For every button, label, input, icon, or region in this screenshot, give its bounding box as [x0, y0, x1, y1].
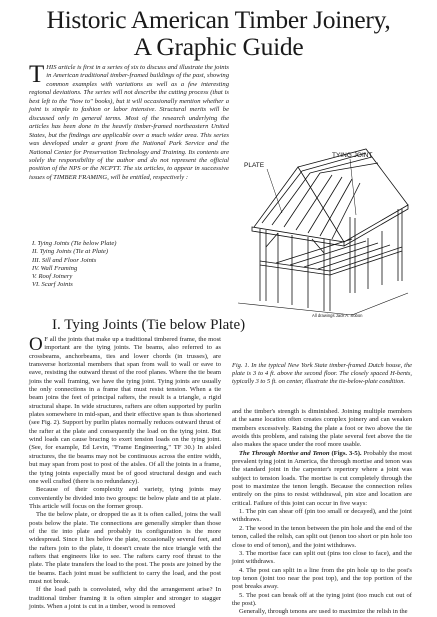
body-paragraph: The tie below plate, or dropped tie as it is often called, joins the wall posts below the plate. Tie connections are generally simpler than those of the tie into plate and probably its configuration is the more widespread. Since it lies below the plate, occasionally several feet, and the rafters join to the plate, it doesn't create the nice triangle with the rafters that engineers like to see. The rafters carry roof thrust to the plate. The plate transfers the load to the post. The posts are joined by the tie beams. Each joint must be sufficient to carry the load, and the post must not break. — [29, 511, 221, 585]
article-title-line2: A Graphic Guide — [133, 32, 304, 61]
body-paragraph: and the timber's strength is diminished. Joining multiple members at the same location often creates complex joinery and can weaken members excessively. Raising the plate a foot or two above the tie avoids this problem, and raising the plate several feet above the tie also makes the space under the roof more usable. — [232, 408, 412, 449]
section-dropcap: O — [29, 333, 43, 355]
left-text-column — [29, 333, 221, 611]
part-item-6: VI. Scarf Joints — [32, 281, 73, 289]
right-text-column — [232, 408, 412, 617]
paragraph-text: Probably the most prevalent tying joint in America, the through mortise and tenon was the standard joint in the carpenter's repertory where a joint was subject to tension loads. The mortise is cut completely through the post to maximize the tenon length. Because the connection relies entirely on the pins to resist withdrawal, pin size and location are critical. Failure of this joint can occur in five ways: — [232, 449, 412, 507]
part-item-5: V. Roof Joinery — [32, 273, 73, 281]
subsection-paragraph — [232, 450, 412, 508]
tying-joint-label: TYING JOINT — [332, 152, 373, 159]
part-item-2: II. Tying Joints (Tie at Plate) — [32, 248, 109, 256]
subsection-title: The Through Mortise and Tenon — [239, 449, 330, 457]
list-item: 4. The post can split in a line from the pin hole up to the post's top tenon (joint too near the post top), and the top portion of the post breaks away. — [232, 566, 412, 591]
body-paragraph: If the load path is convoluted, why did the arrangement arise? In traditional timber framing it is often simpler and stronger to stagger joints. When a joint is cut in a timber, wood is removed — [29, 586, 221, 610]
intro-paragraph — [29, 61, 229, 182]
figure-caption: Fig. 1. In the typical New York State timber-framed Dutch house, the plate is 3 to 4 ft. above the second floor. The closely spaced H-bents, typically 3 to 5 ft. on center, illustrate the tie-below-plate condition. — [232, 362, 412, 386]
body-paragraph — [29, 333, 221, 486]
body-paragraph: Because of their complexity and variety, tying joints may conveniently be divided into two groups: tie below plate and tie at plate. This article will focus on the former group. — [29, 486, 221, 510]
series-parts-list — [32, 240, 117, 290]
body-paragraph: Generally, through tenons are used to maximize the relish in the — [239, 608, 408, 616]
plate-label: PLATE — [244, 162, 265, 169]
list-item: 5. The post can break off at the tying joint (too much cut out of the post). — [232, 591, 412, 607]
part-item-3: III. Sill and Floor Joints — [32, 256, 97, 264]
paragraph-text: F all the joints that make up a traditional timbered frame, the most important are the tying joints. Tie beams, also referred to as crossbeams, anchorbeams, ties and lower chords (in trusses), are transverse horizontal members that span from wall to wall or eave to eave, resisting the outward thrust of the roof planes. Where the tie beam joins the wall framing, we have the tying joint. Tying joints are usually the only connections in a frame that must resist tension. When a tie beam joins the feet of principal rafters, the result is a triangle, a rigid structural shape. In wide structures, rafters are often supported by purlin plates somewhere in mid-span, and their effective span is thus shortened (see Fig. 2). Support by purlin plates normally reduces outward thrust of the rafter at the plate and consequently the load on the tying joint. But wind loads can cause bracing to exert tension loads on the tying joint. (See, for example, Ed Levin, "Frame Engineering," TF 30.) In aisled structures, the tie beams may not be continuous across the entire width, but may span from post to post of the aisles. Of all the joints in a frame, the tying joints especially must be of good structural design and each one well crafted (there is no redundancy). — [29, 336, 221, 485]
timber-frame-drawing — [232, 143, 412, 328]
article-title-line1: Historic American Timber Joinery, — [46, 5, 391, 34]
part-item-1: I. Tying Joints (Tie below Plate) — [32, 240, 117, 247]
part-item-4: IV. Wall Framing — [32, 264, 78, 272]
intro-dropcap: T — [29, 61, 45, 88]
intro-text: HIS article is first in a series of six to discuss and illustrate the joints in American traditional timber-framed buildings of the past, showing common examples with variations as well as a few interesting regional deviations. The series will not describe the cutting process (that is best left to the "how to" books), but it will occasionally mention whether a joint is simple to fashion or labor intensive. Structural merits will be discussed only in general terms. Most of the research underlying the articles has been done in the heavily timber-framed northeastern United States, but the findings are applicable over a much wider area. This series was developed under a grant from the National Park Service and the National Center for Preservation Technology and Training. Its contents are solely the responsibility of the author and do not represent the official position of the NPS or the NCPTT. The six articles, to appear in successive issues of TIMBER FRAMING, will be entitled, respectively : — [29, 64, 229, 181]
list-item: 2. The wood in the tenon between the pin hole and the end of the tenon, called the relish, can split out (tenon too short or pin hole too close to end of tenon), and the joint withdraws. — [232, 524, 412, 549]
section-heading: I. Tying Joints (Tie below Plate) — [52, 317, 246, 333]
subsection-figs: (Figs. 3-5). — [331, 449, 362, 457]
drawing-credit: All drawings Jack A. Sobon — [312, 313, 363, 318]
article-title — [0, 6, 437, 60]
list-item: 3. The mortise face can split out (pins too close to face), and the joint withdraws. — [232, 549, 412, 566]
list-item: 1. The pin can shear off (pin too small or decayed), and the joint withdraws. — [232, 508, 412, 524]
frame-illustration — [232, 143, 412, 328]
